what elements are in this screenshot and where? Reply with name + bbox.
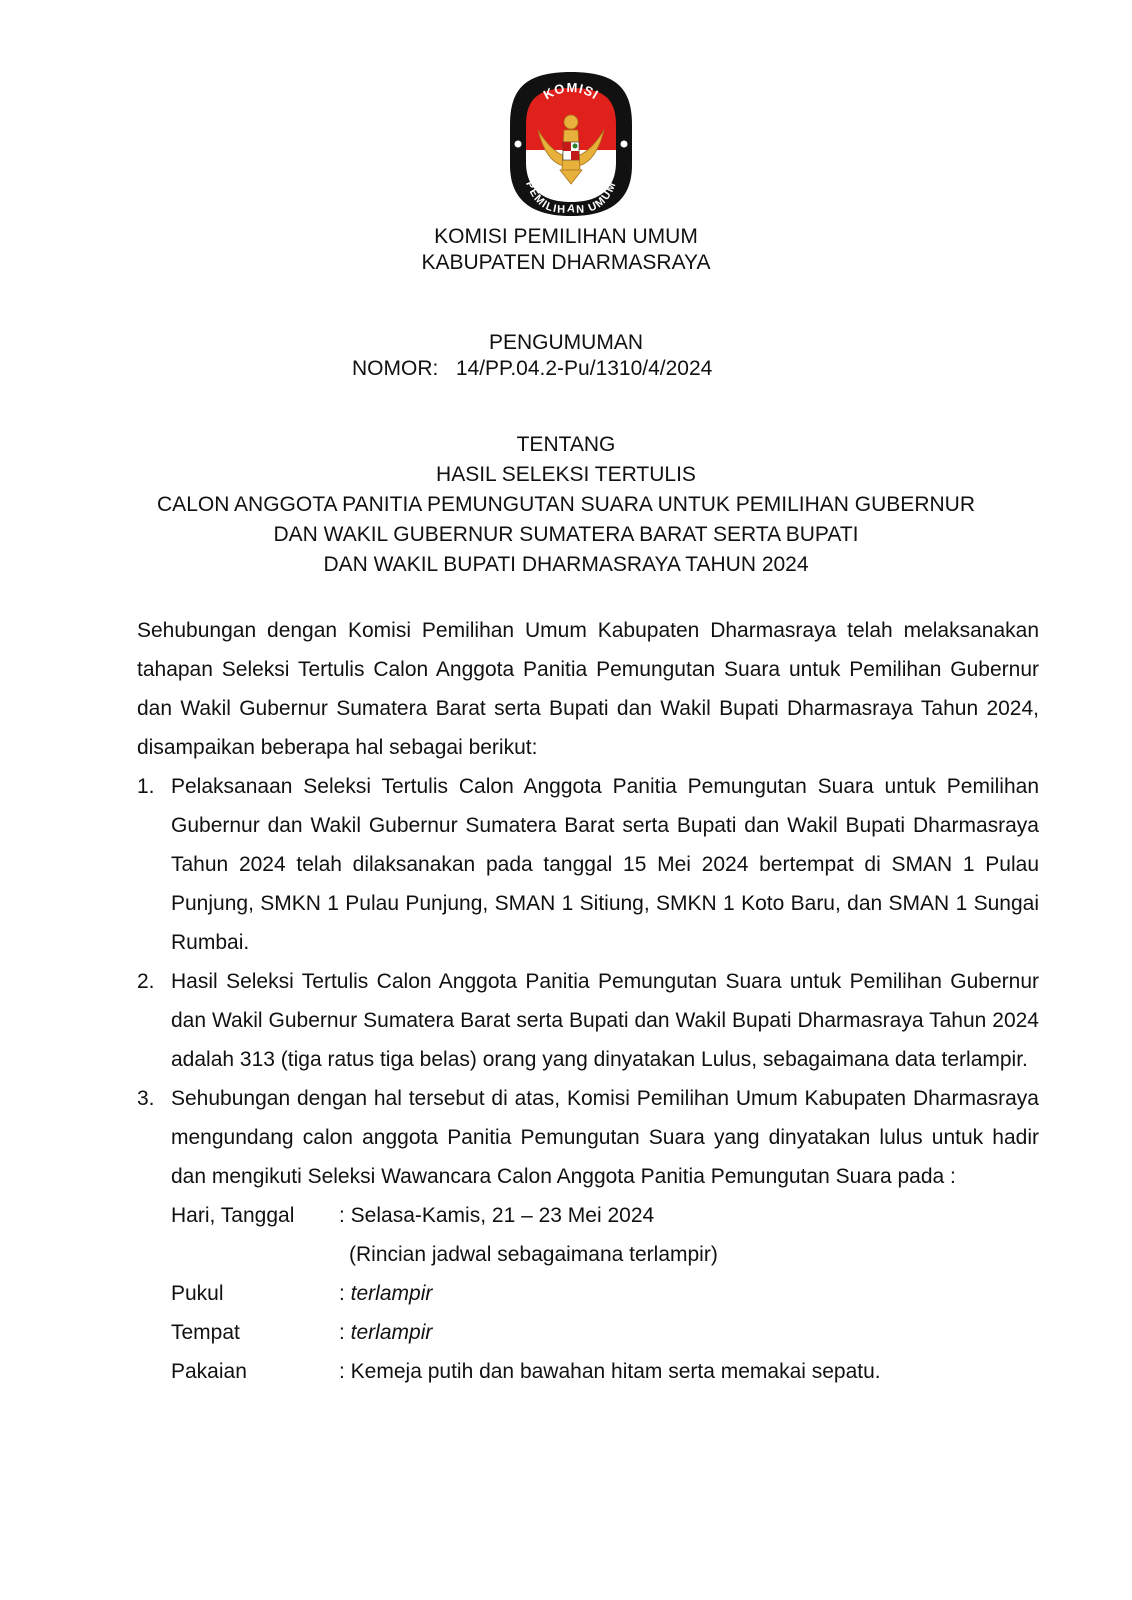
- numbered-list: [137, 767, 1039, 1196]
- detail-value: : Selasa-Kamis, 21 – 23 Mei 2024: [339, 1204, 655, 1227]
- schedule-details: [137, 1196, 1039, 1391]
- list-number: 1.: [137, 775, 155, 798]
- detail-row-date: [171, 1196, 1039, 1235]
- institution-region: KABUPATEN DHARMASRAYA: [421, 251, 711, 274]
- institution-name: KOMISI PEMILIHAN UMUM: [434, 225, 698, 248]
- detail-row-time: [171, 1274, 1039, 1313]
- logo-bottom-text: PEMILIHAN UMUM: [523, 179, 619, 216]
- institution-header: [0, 224, 1132, 276]
- detail-label: Hari, Tanggal: [171, 1204, 295, 1227]
- number-label: NOMOR:: [352, 357, 439, 380]
- detail-row-place: [171, 1313, 1039, 1352]
- list-item: [137, 1079, 1039, 1196]
- subject-line: DAN WAKIL BUPATI DHARMASRAYA TAHUN 2024: [323, 553, 809, 576]
- subject-line: DAN WAKIL GUBERNUR SUMATERA BARAT SERTA BUPATI: [273, 523, 859, 546]
- subject-line: TENTANG: [516, 433, 616, 456]
- subject-line: HASIL SELEKSI TERTULIS: [436, 463, 696, 486]
- detail-label: Pukul: [171, 1282, 224, 1305]
- detail-row-attire: [171, 1352, 1039, 1391]
- announcement-number: [352, 356, 712, 382]
- announcement-title: PENGUMUMAN: [488, 331, 643, 354]
- detail-label: Pakaian: [171, 1360, 247, 1383]
- detail-note: (Rincian jadwal sebagaimana terlampir): [349, 1243, 718, 1266]
- list-text: Sehubungan dengan hal tersebut di atas, Komisi Pemilihan Umum Kabupaten Dharmasraya mengundang calon anggota Panitia Pemungutan Suara yang dinyatakan lulus untuk hadir dan mengikuti Seleksi Wawancara Calon Anggota Panitia Pemungutan Suara pada :: [171, 1087, 1039, 1188]
- list-number: 3.: [137, 1087, 155, 1110]
- logo-top-text: KOMISI: [540, 79, 602, 103]
- list-item: [137, 962, 1039, 1079]
- detail-value: terlampir: [350, 1282, 433, 1305]
- list-item: [137, 767, 1039, 962]
- document-body: [137, 611, 1039, 1391]
- list-number: 2.: [137, 970, 155, 993]
- detail-value: : Kemeja putih dan bawahan hitam serta memakai sepatu.: [339, 1360, 881, 1383]
- list-text: Hasil Seleksi Tertulis Calon Anggota Panitia Pemungutan Suara untuk Pemilihan Gubernur dan Wakil Gubernur Sumatera Barat serta Bupati dan Wakil Bupati Dharmasraya Tahun 2024 adalah 313 (tiga ratus tiga belas) orang yang dinyatakan Lulus, sebagaimana data terlampir.: [171, 970, 1039, 1071]
- list-text: Pelaksanaan Seleksi Tertulis Calon Anggota Panitia Pemungutan Suara untuk Pemilihan Gubernur dan Wakil Gubernur Sumatera Barat serta Bupati dan Wakil Bupati Dharmasraya Tahun 2024 telah dilaksanakan pada tanggal 15 Mei 2024 bertempat di SMAN 1 Pulau Punjung, SMKN 1 Pulau Punjung, SMAN 1 Sitiung, SMKN 1 Koto Baru, dan SMAN 1 Sungai Rumbai.: [171, 775, 1039, 954]
- subject-line: CALON ANGGOTA PANITIA PEMUNGUTAN SUARA UNTUK PEMILIHAN GUBERNUR: [157, 493, 975, 516]
- detail-separator: :: [339, 1282, 351, 1305]
- detail-label: Tempat: [171, 1321, 240, 1344]
- intro-paragraph: Sehubungan dengan Komisi Pemilihan Umum Kabupaten Dharmasraya telah melaksanakan tahapan Seleksi Tertulis Calon Anggota Panitia Pemungutan Suara untuk Pemilihan Gubernur dan Wakil Gubernur Sumatera Barat serta Bupati dan Wakil Bupati Dharmasraya Tahun 2024, disampaikan beberapa hal sebagai berikut:: [137, 619, 1039, 759]
- detail-separator: :: [339, 1321, 351, 1344]
- detail-value: terlampir: [350, 1321, 433, 1344]
- kpu-logo-icon: [508, 70, 634, 218]
- number-value: 14/PP.04.2-Pu/1310/4/2024: [455, 357, 713, 380]
- subject-heading: [0, 430, 1132, 580]
